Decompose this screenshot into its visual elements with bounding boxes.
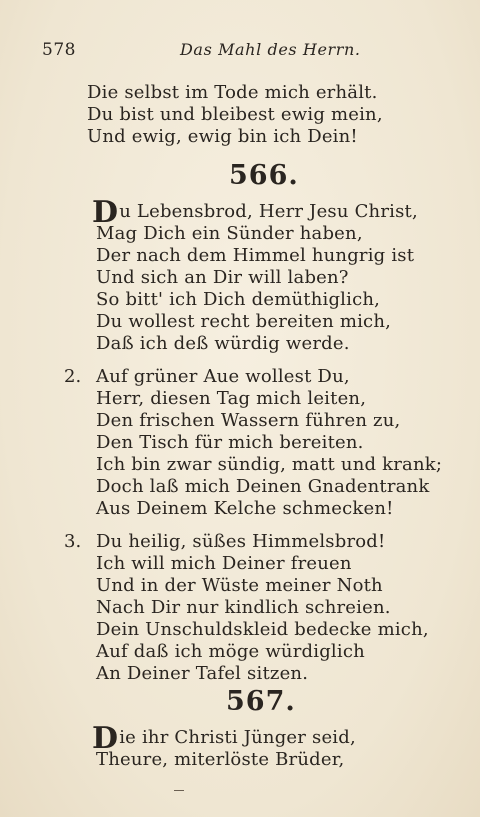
verse-line: Herr, diesen Tag mich leiten, — [96, 388, 367, 409]
page-bottom-mark — [174, 790, 184, 791]
page-number: 578 — [42, 40, 76, 60]
verse-line: Aus Deinem Kelche schmecken! — [96, 498, 394, 519]
verse-line-text: ie ihr Christi Jünger seid, — [119, 727, 356, 748]
verse-first-line — [92, 195, 418, 230]
verse-line: Ich bin zwar sündig, matt und krank; — [96, 454, 443, 475]
drop-capital: D — [92, 721, 119, 756]
verse-line: Und sich an Dir will laben? — [96, 267, 349, 288]
verse-line: Und in der Wüste meiner Noth — [96, 575, 383, 596]
verse-line: Ich will mich Deiner freuen — [96, 553, 352, 574]
verse-line: Auf daß ich möge würdiglich — [96, 641, 365, 662]
verse-first-line — [92, 721, 356, 756]
verse-line: Den Tisch für mich bereiten. — [96, 432, 364, 453]
hymn-number: 567. — [226, 686, 296, 717]
verse-line: Den frischen Wassern führen zu, — [96, 410, 401, 431]
drop-capital: D — [92, 195, 119, 230]
verse-number: 3. — [64, 531, 82, 552]
verse-line: Doch laß mich Deinen Gnadentrank — [96, 476, 430, 497]
verse-line-text: u Lebensbrod, Herr Jesu Christ, — [119, 201, 418, 222]
verse-line: Der nach dem Himmel hungrig ist — [96, 245, 415, 266]
verse-line: Mag Dich ein Sünder haben, — [96, 223, 363, 244]
verse-line: Auf grüner Aue wollest Du, — [96, 366, 350, 387]
verse-line: Du heilig, süßes Himmelsbrod! — [96, 531, 386, 552]
verse-line: Nach Dir nur kindlich schreien. — [96, 597, 391, 618]
continuation-line: Und ewig, ewig bin ich Dein! — [87, 126, 358, 147]
verse-line: Daß ich deß würdig werde. — [96, 333, 350, 354]
verse-line: An Deiner Tafel sitzen. — [96, 663, 309, 684]
hymn-number: 566. — [229, 160, 299, 191]
verse-line: Theure, miterlöste Brüder, — [96, 749, 345, 770]
verse-line: Dein Unschuldskleid bedecke mich, — [96, 619, 429, 640]
continuation-line: Du bist und bleibest ewig mein, — [87, 104, 383, 125]
running-head: Das Mahl des Herrn. — [180, 40, 361, 59]
verse-line: Du wollest recht bereiten mich, — [96, 311, 392, 332]
page-header — [42, 40, 440, 64]
verse-line: So bitt' ich Dich demüthiglich, — [96, 289, 381, 310]
continuation-line: Die selbst im Tode mich erhält. — [87, 82, 378, 103]
verse-number: 2. — [64, 366, 82, 387]
